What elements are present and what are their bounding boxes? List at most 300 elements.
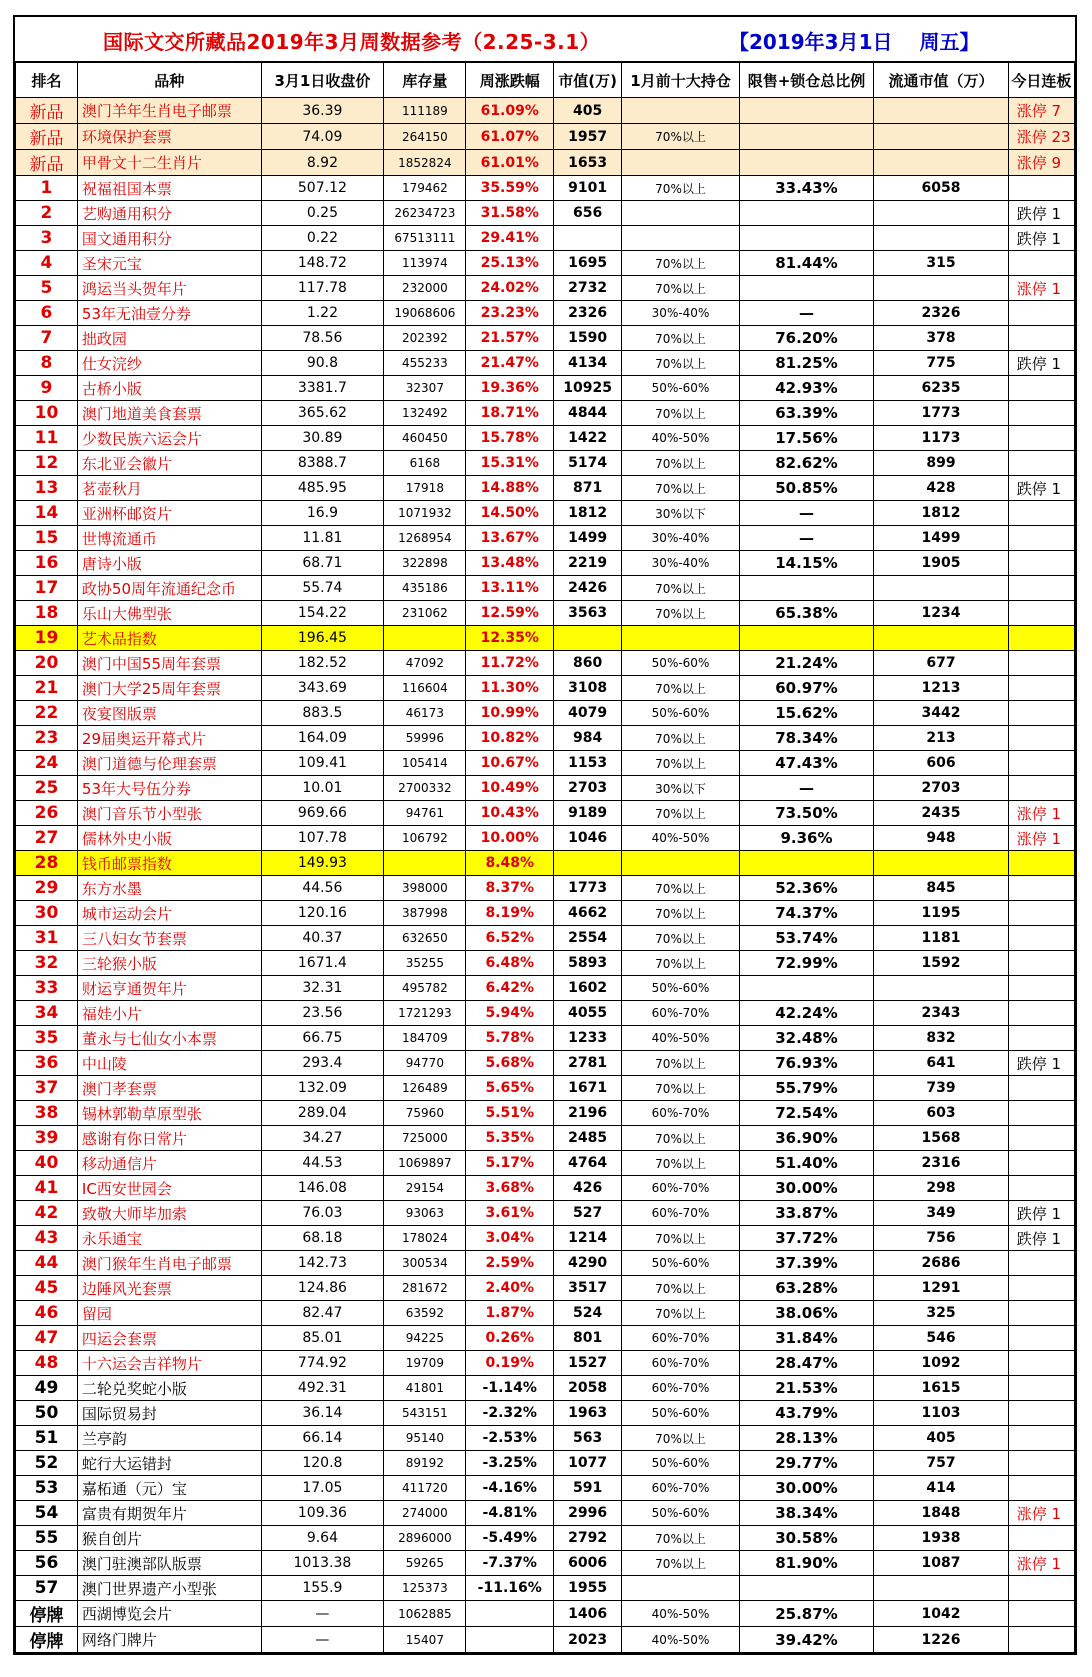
cell-stock: 435186 [384, 576, 466, 601]
cell-price: 117.78 [261, 276, 384, 301]
title-row [15, 17, 1075, 62]
table-row [16, 1576, 1075, 1601]
cell-mcap: 984 [554, 726, 622, 751]
cell-mcap: 10925 [554, 376, 622, 401]
cell-limit-streak [1008, 751, 1074, 776]
cell-mcap: 1695 [554, 251, 622, 276]
cell-name: 澳门道德与伦理套票 [77, 751, 261, 776]
cell-lock-ratio: 38.06% [739, 1301, 874, 1326]
cell-name: 留园 [77, 1301, 261, 1326]
cell-price: — [261, 1601, 384, 1627]
cell-rank: 31 [16, 926, 78, 951]
cell-circulating-mcap [874, 124, 1009, 150]
cell-lock-ratio [739, 576, 874, 601]
cell-stock: 132492 [384, 401, 466, 426]
cell-stock: 281672 [384, 1276, 466, 1301]
cell-stock: 15407 [384, 1627, 466, 1653]
cell-name: 四运会套票 [77, 1326, 261, 1351]
cell-lock-ratio: — [739, 776, 874, 801]
cell-holdings [622, 626, 739, 651]
header-change: 周涨跌幅 [466, 63, 554, 98]
cell-lock-ratio [739, 1576, 874, 1601]
cell-change: 19.36% [466, 376, 554, 401]
cell-stock: 93063 [384, 1201, 466, 1226]
cell-rank: 47 [16, 1326, 78, 1351]
cell-name: 三轮猴小版 [77, 951, 261, 976]
cell-mcap: 1499 [554, 526, 622, 551]
cell-name: 中山陵 [77, 1051, 261, 1076]
cell-limit-streak [1008, 1126, 1074, 1151]
cell-limit-streak [1008, 176, 1074, 201]
table-row [16, 1051, 1075, 1076]
cell-mcap: 4134 [554, 351, 622, 376]
cell-change: 61.01% [466, 150, 554, 176]
cell-lock-ratio: 63.28% [739, 1276, 874, 1301]
header-holdings: 1月前十大持仓 [622, 63, 739, 98]
cell-stock: 106792 [384, 826, 466, 851]
cell-circulating-mcap: 325 [874, 1301, 1009, 1326]
cell-limit-streak [1008, 376, 1074, 401]
cell-rank: 停牌 [16, 1627, 78, 1653]
cell-holdings: 70%以上 [622, 1526, 739, 1551]
cell-mcap: 5893 [554, 951, 622, 976]
cell-price: 485.95 [261, 476, 384, 501]
cell-name: 少数民族六运会片 [77, 426, 261, 451]
cell-circulating-mcap: 1615 [874, 1376, 1009, 1401]
cell-circulating-mcap: 757 [874, 1451, 1009, 1476]
cell-rank: 55 [16, 1526, 78, 1551]
cell-stock [384, 626, 466, 651]
table-row [16, 851, 1075, 876]
cell-holdings: 70%以上 [622, 476, 739, 501]
cell-stock: 1721293 [384, 1001, 466, 1026]
cell-name: 十六运会吉祥物片 [77, 1351, 261, 1376]
cell-stock: 411720 [384, 1476, 466, 1501]
table-row [16, 1326, 1075, 1351]
cell-stock: 29154 [384, 1176, 466, 1201]
cell-mcap: 2219 [554, 551, 622, 576]
cell-name: 祝福祖国本票 [77, 176, 261, 201]
cell-holdings: 60%-70% [622, 1351, 739, 1376]
cell-circulating-mcap: 1092 [874, 1351, 1009, 1376]
cell-price: 34.27 [261, 1126, 384, 1151]
cell-limit-streak [1008, 851, 1074, 876]
cell-lock-ratio [739, 226, 874, 251]
cell-stock: 116604 [384, 676, 466, 701]
cell-lock-ratio: 72.99% [739, 951, 874, 976]
cell-lock-ratio: 76.93% [739, 1051, 874, 1076]
cell-rank: 17 [16, 576, 78, 601]
cell-limit-streak [1008, 1101, 1074, 1126]
cell-change: 21.47% [466, 351, 554, 376]
table-row [16, 601, 1075, 626]
cell-change: 5.35% [466, 1126, 554, 1151]
cell-circulating-mcap: 775 [874, 351, 1009, 376]
cell-circulating-mcap: 349 [874, 1201, 1009, 1226]
cell-price: 66.75 [261, 1026, 384, 1051]
cell-rank: 12 [16, 451, 78, 476]
cell-holdings: 70%以上 [622, 1551, 739, 1576]
header-row [16, 63, 1075, 98]
cell-change: 12.35% [466, 626, 554, 651]
cell-circulating-mcap [874, 851, 1009, 876]
cell-limit-streak: 涨停 1 [1008, 826, 1074, 851]
cell-holdings: 60%-70% [622, 1376, 739, 1401]
cell-circulating-mcap: 1195 [874, 901, 1009, 926]
cell-mcap: 2326 [554, 301, 622, 326]
cell-holdings: 70%以上 [622, 901, 739, 926]
cell-name: 国际贸易封 [77, 1401, 261, 1426]
cell-rank: 18 [16, 601, 78, 626]
cell-mcap: 527 [554, 1201, 622, 1226]
table-row [16, 1226, 1075, 1251]
cell-lock-ratio: 42.93% [739, 376, 874, 401]
cell-holdings [622, 226, 739, 251]
cell-circulating-mcap: 1905 [874, 551, 1009, 576]
cell-price: 120.16 [261, 901, 384, 926]
cell-lock-ratio: 25.87% [739, 1601, 874, 1627]
cell-name: 董永与七仙女小本票 [77, 1026, 261, 1051]
cell-change: 10.99% [466, 701, 554, 726]
cell-price: 969.66 [261, 801, 384, 826]
cell-limit-streak [1008, 1451, 1074, 1476]
cell-name: 东北亚会徽片 [77, 451, 261, 476]
cell-lock-ratio: 78.34% [739, 726, 874, 751]
cell-stock: 264150 [384, 124, 466, 150]
cell-limit-streak [1008, 451, 1074, 476]
cell-mcap: 1773 [554, 876, 622, 901]
cell-stock: 322898 [384, 551, 466, 576]
cell-lock-ratio: 38.34% [739, 1501, 874, 1526]
table-row [16, 551, 1075, 576]
cell-lock-ratio [739, 124, 874, 150]
cell-rank: 49 [16, 1376, 78, 1401]
cell-change: -7.37% [466, 1551, 554, 1576]
cell-price: 148.72 [261, 251, 384, 276]
cell-name: 锡林郭勒草原型张 [77, 1101, 261, 1126]
cell-lock-ratio [739, 276, 874, 301]
cell-change: 14.88% [466, 476, 554, 501]
cell-name: 澳门猴年生肖电子邮票 [77, 1251, 261, 1276]
cell-stock: 231062 [384, 601, 466, 626]
cell-rank: 35 [16, 1026, 78, 1051]
table-row [16, 1076, 1075, 1101]
cell-stock: 41801 [384, 1376, 466, 1401]
cell-circulating-mcap [874, 226, 1009, 251]
cell-rank: 7 [16, 326, 78, 351]
cell-rank: 6 [16, 301, 78, 326]
cell-limit-streak: 涨停 1 [1008, 276, 1074, 301]
cell-limit-streak [1008, 1151, 1074, 1176]
table-row [16, 326, 1075, 351]
cell-holdings: 70%以上 [622, 801, 739, 826]
cell-mcap: 5174 [554, 451, 622, 476]
table-row [16, 1451, 1075, 1476]
cell-rank: 28 [16, 851, 78, 876]
cell-mcap: 591 [554, 1476, 622, 1501]
cell-holdings: 60%-70% [622, 1101, 739, 1126]
cell-circulating-mcap: 213 [874, 726, 1009, 751]
cell-stock: 32307 [384, 376, 466, 401]
cell-price: 3381.7 [261, 376, 384, 401]
table-row [16, 1001, 1075, 1026]
table-row [16, 701, 1075, 726]
cell-name: 钱币邮票指数 [77, 851, 261, 876]
cell-rank: 24 [16, 751, 78, 776]
cell-holdings: 40%-50% [622, 1601, 739, 1627]
cell-price: 17.05 [261, 1476, 384, 1501]
cell-limit-streak: 跌停 1 [1008, 201, 1074, 226]
cell-holdings: 70%以上 [622, 326, 739, 351]
cell-lock-ratio: 60.97% [739, 676, 874, 701]
header-price: 3月1日收盘价 [261, 63, 384, 98]
cell-rank: 2 [16, 201, 78, 226]
cell-stock: 1268954 [384, 526, 466, 551]
cell-price: 40.37 [261, 926, 384, 951]
cell-change: 13.48% [466, 551, 554, 576]
cell-name: 53年无油壹分券 [77, 301, 261, 326]
cell-stock [384, 851, 466, 876]
cell-rank: 25 [16, 776, 78, 801]
cell-limit-streak [1008, 551, 1074, 576]
cell-mcap: 1422 [554, 426, 622, 451]
cell-price: 0.22 [261, 226, 384, 251]
cell-stock: 94770 [384, 1051, 466, 1076]
cell-rank: 57 [16, 1576, 78, 1601]
cell-change: 31.58% [466, 201, 554, 226]
cell-mcap: 1153 [554, 751, 622, 776]
table-row [16, 1476, 1075, 1501]
cell-lock-ratio [739, 201, 874, 226]
cell-name: 澳门驻澳部队版票 [77, 1551, 261, 1576]
cell-holdings [622, 851, 739, 876]
cell-rank: 54 [16, 1501, 78, 1526]
cell-stock: 300534 [384, 1251, 466, 1276]
cell-mcap: 4079 [554, 701, 622, 726]
table-row [16, 476, 1075, 501]
cell-lock-ratio: 65.38% [739, 601, 874, 626]
table-row [16, 526, 1075, 551]
cell-stock: 67513111 [384, 226, 466, 251]
cell-rank: 26 [16, 801, 78, 826]
cell-lock-ratio: 55.79% [739, 1076, 874, 1101]
cell-rank: 36 [16, 1051, 78, 1076]
table-row [16, 124, 1075, 150]
cell-mcap: 2732 [554, 276, 622, 301]
cell-rank: 48 [16, 1351, 78, 1376]
table-row [16, 1426, 1075, 1451]
cell-change: 13.67% [466, 526, 554, 551]
cell-mcap: 1527 [554, 1351, 622, 1376]
sheet-date: 【2019年3月1日 周五】 [729, 30, 980, 54]
cell-stock: 19709 [384, 1351, 466, 1376]
cell-change: 10.82% [466, 726, 554, 751]
table-row [16, 376, 1075, 401]
cell-price: 32.31 [261, 976, 384, 1001]
cell-holdings: 70%以上 [622, 176, 739, 201]
cell-holdings [622, 201, 739, 226]
cell-lock-ratio: 32.48% [739, 1026, 874, 1051]
cell-rank: 21 [16, 676, 78, 701]
cell-lock-ratio: 21.24% [739, 651, 874, 676]
cell-limit-streak [1008, 1276, 1074, 1301]
cell-stock: 59265 [384, 1551, 466, 1576]
table-row [16, 776, 1075, 801]
cell-limit-streak: 跌停 1 [1008, 1226, 1074, 1251]
cell-stock: 126489 [384, 1076, 466, 1101]
cell-limit-streak [1008, 526, 1074, 551]
cell-limit-streak [1008, 626, 1074, 651]
cell-circulating-mcap: 606 [874, 751, 1009, 776]
cell-lock-ratio: 37.39% [739, 1251, 874, 1276]
cell-name: 澳门大学25周年套票 [77, 676, 261, 701]
cell-rank: 29 [16, 876, 78, 901]
cell-circulating-mcap [874, 150, 1009, 176]
cell-change: 61.07% [466, 124, 554, 150]
cell-circulating-mcap: 1213 [874, 676, 1009, 701]
cell-name: 富贵有期贺年片 [77, 1501, 261, 1526]
cell-change: 5.17% [466, 1151, 554, 1176]
table-row [16, 1551, 1075, 1576]
cell-limit-streak [1008, 926, 1074, 951]
cell-circulating-mcap: 1042 [874, 1601, 1009, 1627]
cell-price: 55.74 [261, 576, 384, 601]
cell-holdings: 70%以上 [622, 1226, 739, 1251]
cell-rank: 41 [16, 1176, 78, 1201]
cell-holdings: 70%以上 [622, 926, 739, 951]
cell-limit-streak: 涨停 7 [1008, 98, 1074, 124]
cell-lock-ratio: 53.74% [739, 926, 874, 951]
cell-name: 澳门地道美食套票 [77, 401, 261, 426]
cell-mcap: 2792 [554, 1526, 622, 1551]
cell-lock-ratio [739, 851, 874, 876]
cell-change: -2.53% [466, 1426, 554, 1451]
cell-lock-ratio: 47.43% [739, 751, 874, 776]
cell-stock: 59996 [384, 726, 466, 751]
cell-stock: 2700332 [384, 776, 466, 801]
cell-price: 44.53 [261, 1151, 384, 1176]
cell-price: 85.01 [261, 1326, 384, 1351]
cell-limit-streak [1008, 601, 1074, 626]
cell-holdings: 60%-70% [622, 1326, 739, 1351]
header-lock-ratio: 限售+锁仓总比例 [739, 63, 874, 98]
cell-holdings [622, 150, 739, 176]
cell-limit-streak [1008, 1001, 1074, 1026]
cell-rank: 新品 [16, 150, 78, 176]
cell-circulating-mcap: 298 [874, 1176, 1009, 1201]
table-row [16, 226, 1075, 251]
cell-holdings: 70%以上 [622, 1051, 739, 1076]
cell-name: 儒林外史小版 [77, 826, 261, 851]
cell-name: 财运亨通贺年片 [77, 976, 261, 1001]
cell-price: 30.89 [261, 426, 384, 451]
table-row [16, 1501, 1075, 1526]
cell-mcap: 2781 [554, 1051, 622, 1076]
cell-name: 唐诗小版 [77, 551, 261, 576]
cell-change: 23.23% [466, 301, 554, 326]
cell-price: 76.03 [261, 1201, 384, 1226]
cell-mcap: 1590 [554, 326, 622, 351]
cell-change: -3.25% [466, 1451, 554, 1476]
cell-limit-streak [1008, 1576, 1074, 1601]
cell-circulating-mcap: 845 [874, 876, 1009, 901]
cell-holdings: 70%以上 [622, 451, 739, 476]
header-stock: 库存量 [384, 63, 466, 98]
cell-mcap: 3108 [554, 676, 622, 701]
cell-rank: 9 [16, 376, 78, 401]
cell-circulating-mcap: 1173 [874, 426, 1009, 451]
cell-name: 澳门世界遗产小型张 [77, 1576, 261, 1601]
cell-holdings [622, 1576, 739, 1601]
cell-name: 拙政园 [77, 326, 261, 351]
cell-price: 74.09 [261, 124, 384, 150]
cell-limit-streak [1008, 876, 1074, 901]
cell-stock: 178024 [384, 1226, 466, 1251]
cell-lock-ratio: 28.13% [739, 1426, 874, 1451]
cell-lock-ratio: 82.62% [739, 451, 874, 476]
cell-name: 53年大号伍分券 [77, 776, 261, 801]
cell-mcap: 4844 [554, 401, 622, 426]
cell-price: 109.36 [261, 1501, 384, 1526]
cell-name: 三八妇女节套票 [77, 926, 261, 951]
cell-circulating-mcap: 739 [874, 1076, 1009, 1101]
table-row [16, 1126, 1075, 1151]
cell-price: 44.56 [261, 876, 384, 901]
header-name: 品种 [77, 63, 261, 98]
cell-rank: 45 [16, 1276, 78, 1301]
cell-change: 14.50% [466, 501, 554, 526]
cell-rank: 44 [16, 1251, 78, 1276]
cell-price: 120.8 [261, 1451, 384, 1476]
cell-lock-ratio: 52.36% [739, 876, 874, 901]
cell-limit-streak [1008, 301, 1074, 326]
cell-circulating-mcap: 414 [874, 1476, 1009, 1501]
cell-limit-streak [1008, 501, 1074, 526]
cell-rank: 11 [16, 426, 78, 451]
cell-stock: 125373 [384, 1576, 466, 1601]
cell-stock: 1069897 [384, 1151, 466, 1176]
cell-mcap: 801 [554, 1326, 622, 1351]
cell-name: 蛇行大运错封 [77, 1451, 261, 1476]
cell-rank: 16 [16, 551, 78, 576]
table-row [16, 751, 1075, 776]
cell-mcap: 2426 [554, 576, 622, 601]
table-row [16, 276, 1075, 301]
cell-price: 154.22 [261, 601, 384, 626]
cell-stock: 17918 [384, 476, 466, 501]
cell-limit-streak: 跌停 1 [1008, 476, 1074, 501]
cell-price: 142.73 [261, 1251, 384, 1276]
cell-lock-ratio [739, 98, 874, 124]
cell-limit-streak: 涨停 1 [1008, 801, 1074, 826]
cell-limit-streak [1008, 1326, 1074, 1351]
cell-limit-streak [1008, 951, 1074, 976]
cell-circulating-mcap: 2326 [874, 301, 1009, 326]
cell-holdings: 70%以上 [622, 1426, 739, 1451]
cell-lock-ratio: 28.47% [739, 1351, 874, 1376]
cell-price: 132.09 [261, 1076, 384, 1101]
cell-stock: 725000 [384, 1126, 466, 1151]
cell-price: 155.9 [261, 1576, 384, 1601]
cell-holdings: 70%以上 [622, 751, 739, 776]
cell-stock: 1071932 [384, 501, 466, 526]
cell-stock: 2896000 [384, 1526, 466, 1551]
cell-mcap: 2554 [554, 926, 622, 951]
cell-rank: 37 [16, 1076, 78, 1101]
cell-mcap [554, 626, 622, 651]
cell-change: 24.02% [466, 276, 554, 301]
cell-rank: 40 [16, 1151, 78, 1176]
